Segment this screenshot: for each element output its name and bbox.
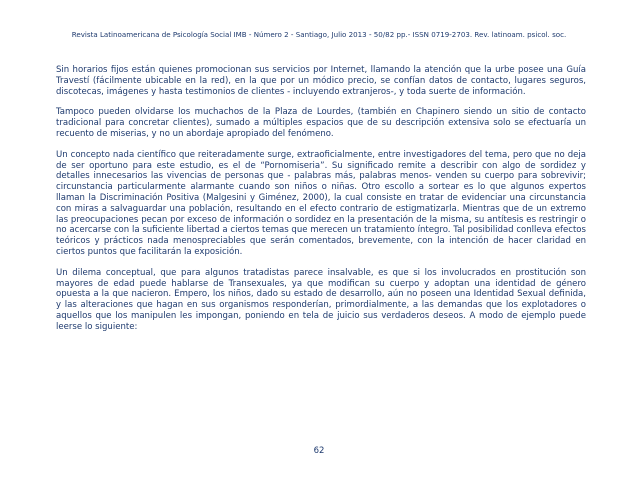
paragraph-conceptual-dilemma: Un dilema conceptual, que para algunos tratadistas parece insalvable, es que si los involucrados en prostitución son mayores de edad puede hablarse de Transexuales, ya que modifican su cuerpo y adoptan una identidad de género opuesta a la que nacieron. Empero, los niños, dado su estado de desarrollo, aún no poseen una Identidad Sexual definida, y las alteraciones que hagan en sus organismos responderían, primordialmente, a las demandas que los explotadores o aquellos que los manipulen les impongan, poniendo en tela de juicio sus verdaderos deseos. A modo de ejemplo puede leerse lo siguiente: [56, 267, 586, 332]
paragraph-internet-services: Sin horarios fijos están quienes promocionan sus servicios por Internet, llamando la atención que la urbe posee una Guía Travestí (fácilmente ubicable en la red), en la que por un módico precio, se confían datos de contacto, lugares seguros, discotecas, imágenes y hasta testimonios de clientes - incluyendo extranjeros-, y toda suerte de información. [56, 65, 586, 97]
body-text [56, 65, 586, 343]
paragraph-pornomiseria: Un concepto nada científico que reiteradamente surge, extraoficialmente, entre investigadores del tema, pero que no deja de ser oportuno para este estudio, es el de “Pornomiseria”. Su significado remite a describir con algo de sordidez y detalles innecesarios las vivencias de personas que - palabras más, palabras menos- venden su cuerpo para sobrevivir; circunstancia particularmente alarmante cuando son niños o niñas. Otro escollo a sortear es lo que algunos expertos llaman la Discriminación Positiva (Malgesini y Giménez, 2000), la cual consiste en tratar de evidenciar una circunstancia con miras a salvaguardar una población, resultando en el efecto contrario de estigmatizarla. Mientras que de un extremo las preocupaciones pecan por exceso de información o sordidez en la presentación de la misma, su antítesis es restringir o no acercarse con la suficiente libertad a ciertos temas que merecen un tratamiento íntegro. Tal posibilidad conlleva efectos teóricos y prácticos nada menospreciables que serán comentados, brevemente, con la intención de hacer claridad en ciertos puntos que facilitarán la exposición. [56, 149, 586, 257]
running-header: Revista Latinoamericana de Psicología Social IMB - Número 2 - Santiago, Julio 2013 - 50/82 pp.- ISSN 0719-2703. Rev. latinoam. psicol. soc. [71, 30, 567, 39]
page-number: 62 [313, 446, 325, 456]
paragraph-plaza-de-lourdes: Tampoco pueden olvidarse los muchachos de la Plaza de Lourdes, (también en Chapinero siendo un sitio de contacto tradicional para concretar clientes), sumado a múltiples espacios que de su descripción extensiva solo se efectuaría un recuento de miserias, y no un abordaje apropiado del fenómeno. [56, 107, 586, 139]
